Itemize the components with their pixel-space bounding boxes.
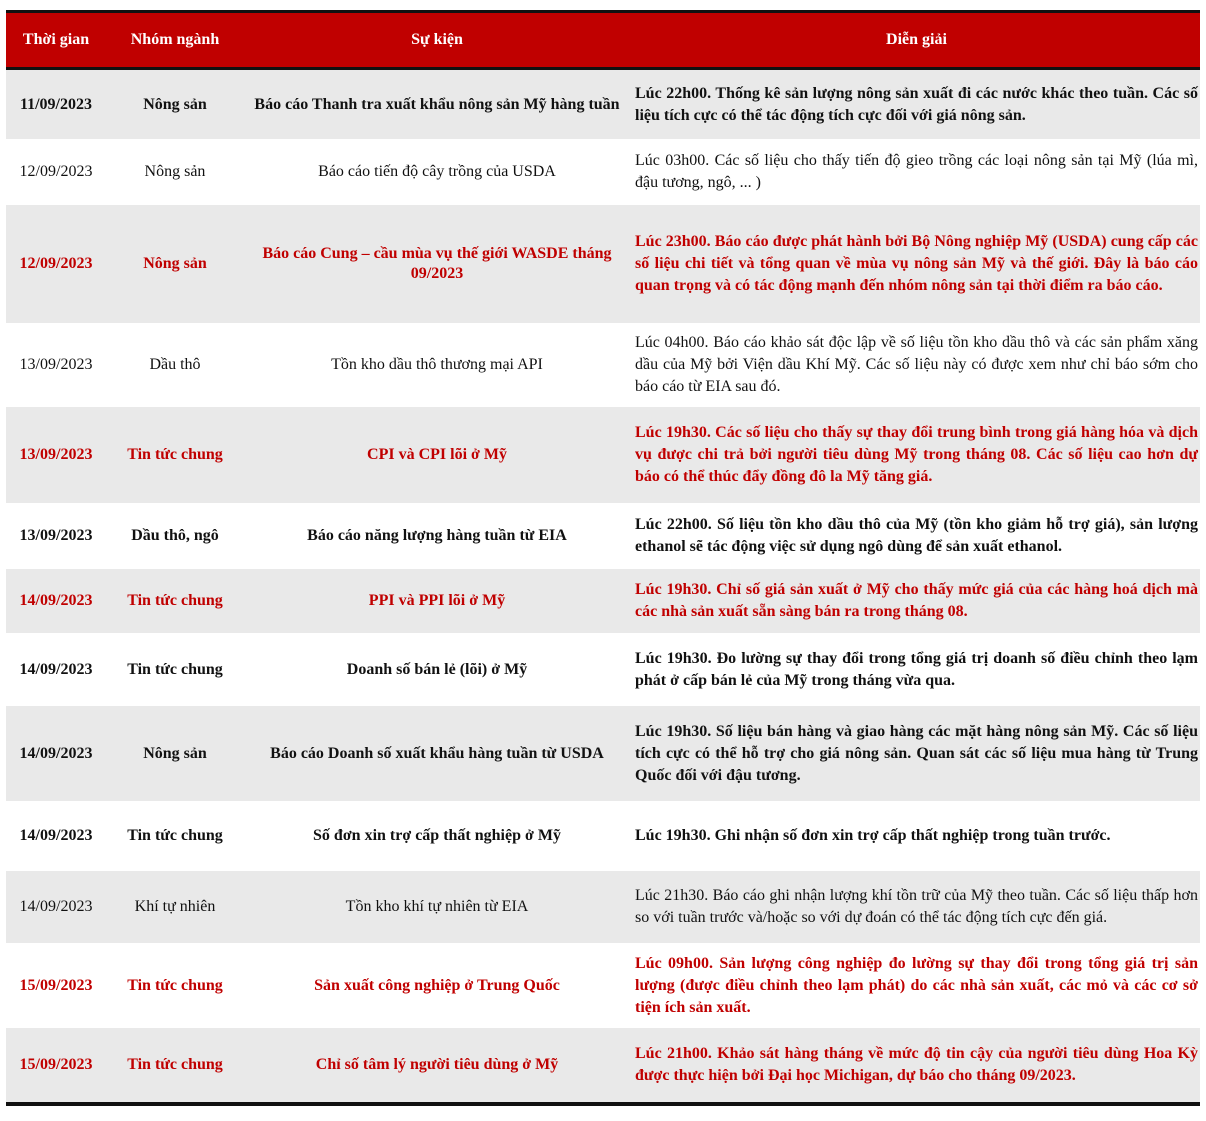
row-sector: Khí tự nhiên	[134, 898, 216, 915]
row-date: 15/09/2023	[19, 976, 93, 994]
row-sector: Tin tức chung	[127, 660, 223, 678]
table-row	[6, 323, 1200, 407]
row-date: 13/09/2023	[19, 527, 93, 544]
table-row	[6, 943, 1200, 1028]
table-row	[6, 503, 1200, 569]
row-date: 14/09/2023	[19, 827, 93, 844]
table-row	[6, 139, 1200, 205]
row-event: Số đơn xin trợ cấp thất nghiệp ở Mỹ	[313, 827, 561, 844]
row-event: Sản xuất công nghiệp ở Trung Quốc	[314, 976, 560, 994]
row-event: Báo cáo tiến độ cây trồng của USDA	[318, 163, 556, 180]
row-date: 11/09/2023	[19, 95, 92, 113]
row-date: 13/09/2023	[19, 356, 93, 373]
row-date: 14/09/2023	[19, 592, 93, 609]
row-explanation: Lúc 22h00. Thống kê sản lượng nông sản xuất đi các nước khác theo tuần. Các số liệu tích cực có thể tác động tích cực đối với giá nông sản.	[635, 84, 1198, 124]
row-explanation: Lúc 21h00. Khảo sát hàng tháng về mức độ tin cậy của người tiêu dùng Hoa Kỳ được thực hiện bởi Đại học Michigan, dự báo cho tháng 09/2023.	[635, 1045, 1198, 1084]
table-row	[6, 70, 1200, 139]
row-date: 15/09/2023	[19, 1056, 93, 1073]
row-date: 12/09/2023	[19, 163, 93, 180]
table-row	[6, 801, 1200, 871]
header-explanation: Diễn giải	[886, 31, 947, 48]
row-event: CPI và CPI lõi ở Mỹ	[367, 446, 507, 463]
row-sector: Tin tức chung	[127, 446, 223, 463]
row-event: Báo cáo Cung – cầu mùa vụ thế giới WASDE tháng 09/2023	[262, 245, 612, 282]
row-event: Chỉ số tâm lý người tiêu dùng ở Mỹ	[315, 1056, 559, 1073]
row-sector: Nông sản	[144, 163, 206, 180]
bottom-border	[6, 1102, 1200, 1106]
header-event: Sự kiện	[411, 31, 463, 48]
row-explanation: Lúc 22h00. Số liệu tồn kho dầu thô của Mỹ (tồn kho giảm hỗ trợ giá), sản lượng ethanol sẽ tác động việc sử dụng ngô dùng để sản xuất ethanol.	[635, 516, 1198, 555]
row-sector: Dầu thô, ngô	[131, 527, 219, 544]
row-explanation: Lúc 23h00. Báo cáo được phát hành bởi Bộ Nông nghiệp Mỹ (USDA) cung cấp các số liệu chi tiết và tổng quan về mùa vụ nông sản Mỹ và thế giới. Đây là báo cáo quan trọng và có tác động mạnh đến nhóm nông sản tại thời điểm ra báo cáo.	[635, 233, 1198, 294]
row-sector: Nông sản	[143, 744, 207, 762]
row-explanation: Lúc 04h00. Báo cáo khảo sát độc lập về số liệu tồn kho dầu thô và các sản phẩm xăng dầu của Mỹ bởi Viện dầu Khí Mỹ. Các số liệu này có được xem như chỉ báo sớm cho báo cáo từ EIA sau đó.	[635, 334, 1198, 395]
table-row	[6, 569, 1200, 633]
table-row	[6, 706, 1200, 801]
row-sector: Nông sản	[143, 255, 207, 272]
row-explanation: Lúc 19h30. Ghi nhận số đơn xin trợ cấp thất nghiệp trong tuần trước.	[635, 827, 1111, 844]
row-sector: Tin tức chung	[127, 1056, 223, 1073]
row-explanation: Lúc 19h30. Chỉ số giá sản xuất ở Mỹ cho thấy mức giá của các hàng hoá dịch mà các nhà sản xuất sẵn sàng bán ra trong tháng 08.	[635, 581, 1198, 620]
row-sector: Nông sản	[143, 95, 207, 113]
table-row	[6, 1028, 1200, 1102]
table-row	[6, 407, 1200, 503]
row-explanation: Lúc 19h30. Số liệu bán hàng và giao hàng các mặt hàng nông sản Mỹ. Các số liệu tích cực có thể hỗ trợ cho giá nông sản. Quan sát các số liệu mua hàng từ Trung Quốc đối với đậu tương.	[635, 722, 1198, 784]
row-explanation: Lúc 19h30. Các số liệu cho thấy sự thay đổi trung bình trong giá hàng hóa và dịch vụ được chi trả bởi người tiêu dùng Mỹ trong tháng 08. Các số liệu cao hơn dự báo có thể thúc đẩy đồng đô la Mỹ tăng giá.	[635, 424, 1198, 485]
row-event: Tồn kho dầu thô thương mại API	[331, 356, 543, 373]
header-sector: Nhóm ngành	[130, 31, 220, 48]
table-row	[6, 205, 1200, 323]
row-event: Tồn kho khí tự nhiên từ EIA	[345, 898, 529, 915]
row-explanation: Lúc 19h30. Đo lường sự thay đổi trong tổng giá trị doanh số điều chỉnh theo lạm phát ở cấp bán lẻ của Mỹ trong tháng vừa qua.	[635, 649, 1198, 689]
row-sector: Dầu thô	[149, 356, 201, 373]
row-date: 14/09/2023	[19, 660, 93, 678]
row-explanation: Lúc 21h30. Báo cáo ghi nhận lượng khí tồn trữ của Mỹ theo tuần. Các số liệu thấp hơn so với tuần trước và/hoặc so với dự đoán có thể tác động tích cực đến giá.	[635, 887, 1198, 926]
row-event: Báo cáo năng lượng hàng tuần từ EIA	[307, 527, 567, 544]
row-event: Báo cáo Thanh tra xuất khẩu nông sản Mỹ hàng tuần	[254, 95, 620, 113]
row-explanation: Lúc 09h00. Sản lượng công nghiệp đo lường sự thay đổi trong tổng giá trị sản lượng (được điều chỉnh theo lạm phát) do các nhà sản xuất, các mỏ và các cơ sở tiện ích sản xuất.	[635, 954, 1198, 1016]
row-date: 14/09/2023	[19, 898, 93, 915]
header-time: Thời gian	[22, 31, 90, 48]
row-date: 13/09/2023	[19, 446, 93, 463]
row-event: PPI và PPI lõi ở Mỹ	[368, 592, 506, 609]
table-header	[6, 13, 1200, 67]
row-sector: Tin tức chung	[127, 976, 223, 994]
row-explanation: Lúc 03h00. Các số liệu cho thấy tiến độ gieo trồng các loại nông sản tại Mỹ (lúa mì, đậu tương, ngô, ... )	[635, 152, 1198, 191]
row-event: Doanh số bán lẻ (lõi) ở Mỹ	[346, 660, 528, 678]
row-sector: Tin tức chung	[127, 827, 223, 844]
table-row	[6, 871, 1200, 943]
row-sector: Tin tức chung	[127, 592, 223, 609]
row-date: 12/09/2023	[19, 255, 93, 272]
row-date: 14/09/2023	[19, 744, 93, 762]
economic-calendar-table	[6, 10, 1200, 1106]
table-body	[6, 70, 1200, 1102]
row-event: Báo cáo Doanh số xuất khẩu hàng tuần từ USDA	[270, 744, 604, 762]
table-row	[6, 633, 1200, 706]
